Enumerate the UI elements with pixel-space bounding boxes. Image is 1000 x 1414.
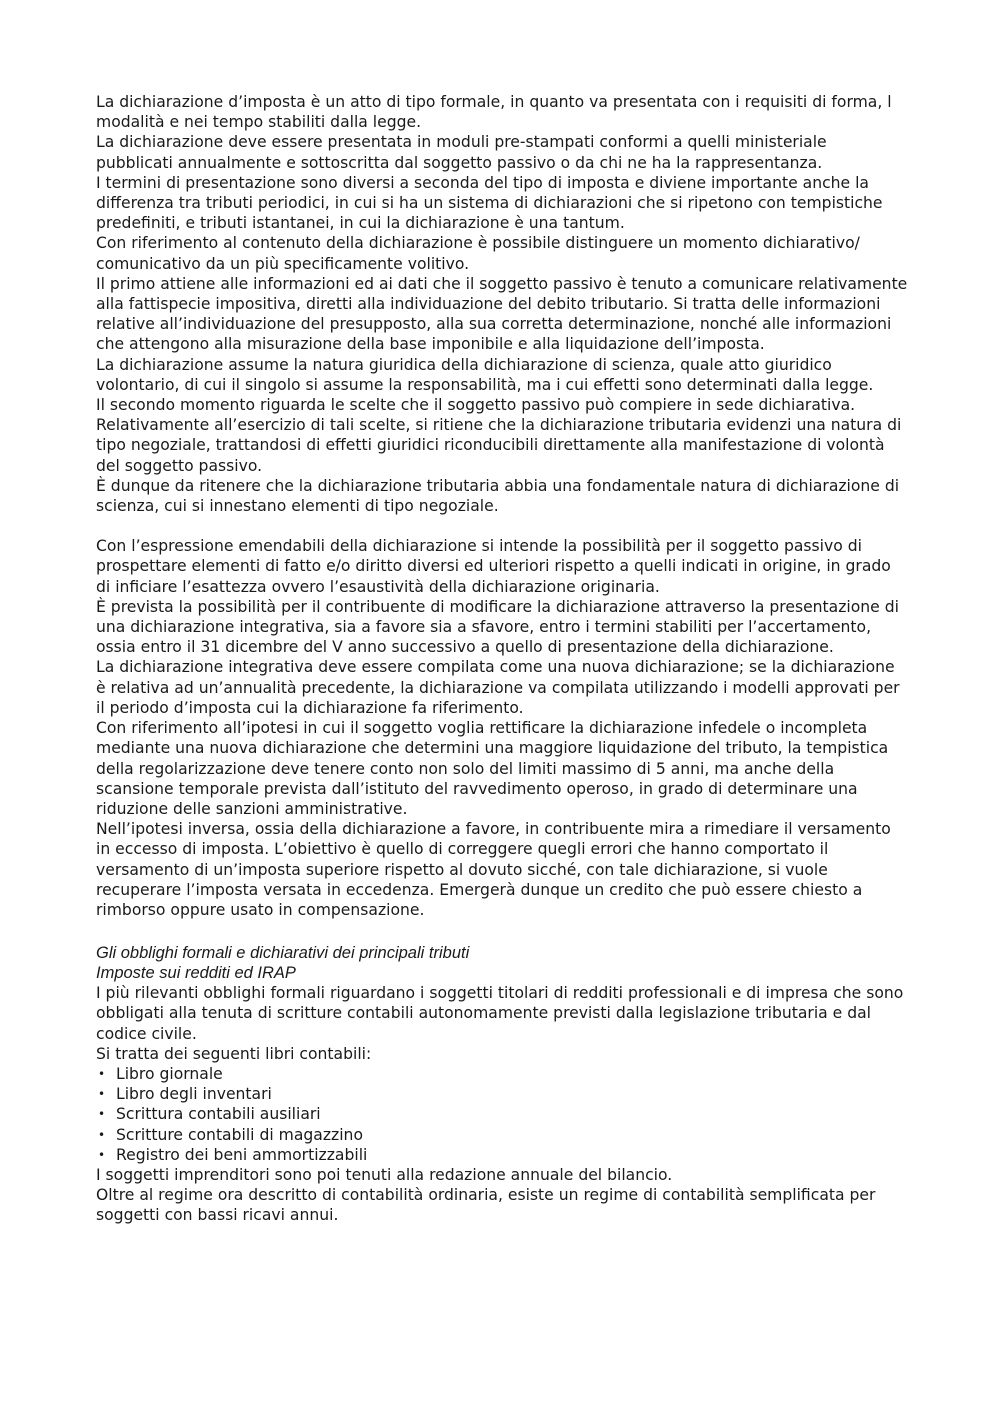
list-item: • Libro degli inventari — [96, 1084, 908, 1104]
paragraph: È dunque da ritenere che la dichiarazione tributaria abbia una fondamentale natura di dichiarazione di scienza, cui si innestano elementi di tipo negoziale. — [96, 476, 900, 516]
section-obblighi-formali — [96, 944, 908, 1225]
paragraph: Con riferimento all’ipotesi in cui il soggetto voglia rettificare la dichiarazione infedele o incompleta mediante una nuova dichiarazione che determini una maggiore liquidazione del tributo, la tempistica della regolarizzazione deve tenere conto non solo del limiti massimo di 5 anni, ma anche della scansione temporale prevista dall’istituto del ravvedimento operoso, in grado di determinare una riduzione delle sanzioni amministrative. — [96, 719, 889, 818]
section-dichiarazione-integrativa — [96, 536, 908, 920]
paragraph: I soggetti imprenditori sono poi tenuti alla redazione annuale del bilancio. — [96, 1165, 673, 1184]
section-subheading: Imposte sui redditi ed IRAP — [96, 963, 296, 982]
paragraph-spacer — [96, 516, 908, 536]
paragraph: La dichiarazione d’imposta è un atto di tipo formale, in quanto va presentata con i requisiti di forma, l modalità e nei tempo stabiliti dalla legge. — [96, 93, 892, 132]
list-item: • Registro dei beni ammortizzabili — [96, 1145, 908, 1165]
list-item: • Scrittura contabili ausiliari — [96, 1104, 908, 1124]
section-dichiarazione-natura — [96, 92, 908, 516]
list-item: • Scritture contabili di magazzino — [96, 1125, 908, 1145]
paragraph-spacer — [96, 920, 908, 944]
document-body — [96, 92, 908, 1226]
paragraph: Si tratta dei seguenti libri contabili: — [96, 1044, 372, 1063]
paragraph: È prevista la possibilità per il contribuente di modificare la dichiarazione attraverso la presentazione di una dichiarazione integrativa, sia a favore sia a sfavore, entro i termini stabiliti per l’accertamento, ossia entro il 31 dicembre del V anno successivo a quello di presentazione della dichiarazione. — [96, 597, 899, 657]
bullet-list-libri-contabili — [96, 1064, 908, 1165]
paragraph: Oltre al regime ora descritto di contabilità ordinaria, esiste un regime di contabilità semplificata per soggetti con bassi ricavi annui. — [96, 1186, 876, 1225]
paragraph: I termini di presentazione sono diversi a seconda del tipo di imposta e diviene importante anche la differenza tra tributi periodici, in cui si ha un sistema di dichiarazioni che si ripetono con tempistiche predefiniti, e tributi istantanei, in cui la dichiarazione è una tantum. — [96, 173, 883, 233]
paragraph: Con l’espressione emendabili della dichiarazione si intende la possibilità per il soggetto passivo di prospettare elementi di fatto e/o diritto diversi ed ulteriori rispetto a quelli indicati in origine, in grado di inficiare l’esattezza ovvero l’esaustività della dichiarazione originaria. — [96, 537, 891, 596]
section-heading: Gli obblighi formali e dichiarativi dei principali tributi — [96, 944, 470, 963]
paragraph: Il secondo momento riguarda le scelte che il soggetto passivo può compiere in sede dichiarativa. Relativamente all’esercizio di tali scelte, si ritiene che la dichiarazione tributaria evidenzi una natura di tipo negoziale, trattandosi di effetti giuridici riconducibili direttamente alla manifestazione di volontà del soggetto passivo. — [96, 396, 902, 475]
paragraph: La dichiarazione integrativa deve essere compilata come una nuova dichiarazione; se la dichiarazione è relativa ad un’annualità precedente, la dichiarazione va compilata utilizzando i modelli approvati per il periodo d’imposta cui la dichiarazione fa riferimento. — [96, 658, 900, 717]
paragraph: La dichiarazione assume la natura giuridica della dichiarazione di scienza, quale atto giuridico volontario, di cui il singolo si assume la responsabilità, ma i cui effetti sono determinati dalla legge. — [96, 355, 874, 394]
paragraph: Nell’ipotesi inversa, ossia della dichiarazione a favore, in contribuente mira a rimediare il versamento in eccesso di imposta. L’obiettivo è quello di correggere quegli errori che hanno comportato il versamento di un’imposta superiore rispetto al dovuto sicché, con tale dichiarazione, si vuole recuperare l’imposta versata in eccedenza. Emergerà dunque un credito che può essere chiesto a rimborso oppure usato in compensazione. — [96, 820, 891, 919]
paragraph: Il primo attiene alle informazioni ed ai dati che il soggetto passivo è tenuto a comunicare relativamente alla fattispecie impositiva, diretti alla individuazione del debito tributario. Si tratta delle informazioni relative all’individuazione del presupposto, alla sua corretta determinazione, nonché alle informazioni che attengono alla misurazione della base imponibile e alla liquidazione dell’imposta. — [96, 274, 908, 354]
paragraph: I più rilevanti obblighi formali riguardano i soggetti titolari di redditi professionali e di impresa che sono obbligati alla tenuta di scritture contabili autonomamente previsti dalla legislazione tributaria e dal codice civile. — [96, 984, 904, 1043]
list-item: • Libro giornale — [96, 1064, 908, 1084]
paragraph: La dichiarazione deve essere presentata in moduli pre-stampati conformi a quelli ministeriale pubblicati annualmente e sottoscritta dal soggetto passivo o da chi ne ha la rappresentanza. — [96, 133, 827, 172]
paragraph: Con riferimento al contenuto della dichiarazione è possibile distinguere un momento dichiarativo/ comunicativo da un più specificamente volitivo. — [96, 234, 860, 273]
